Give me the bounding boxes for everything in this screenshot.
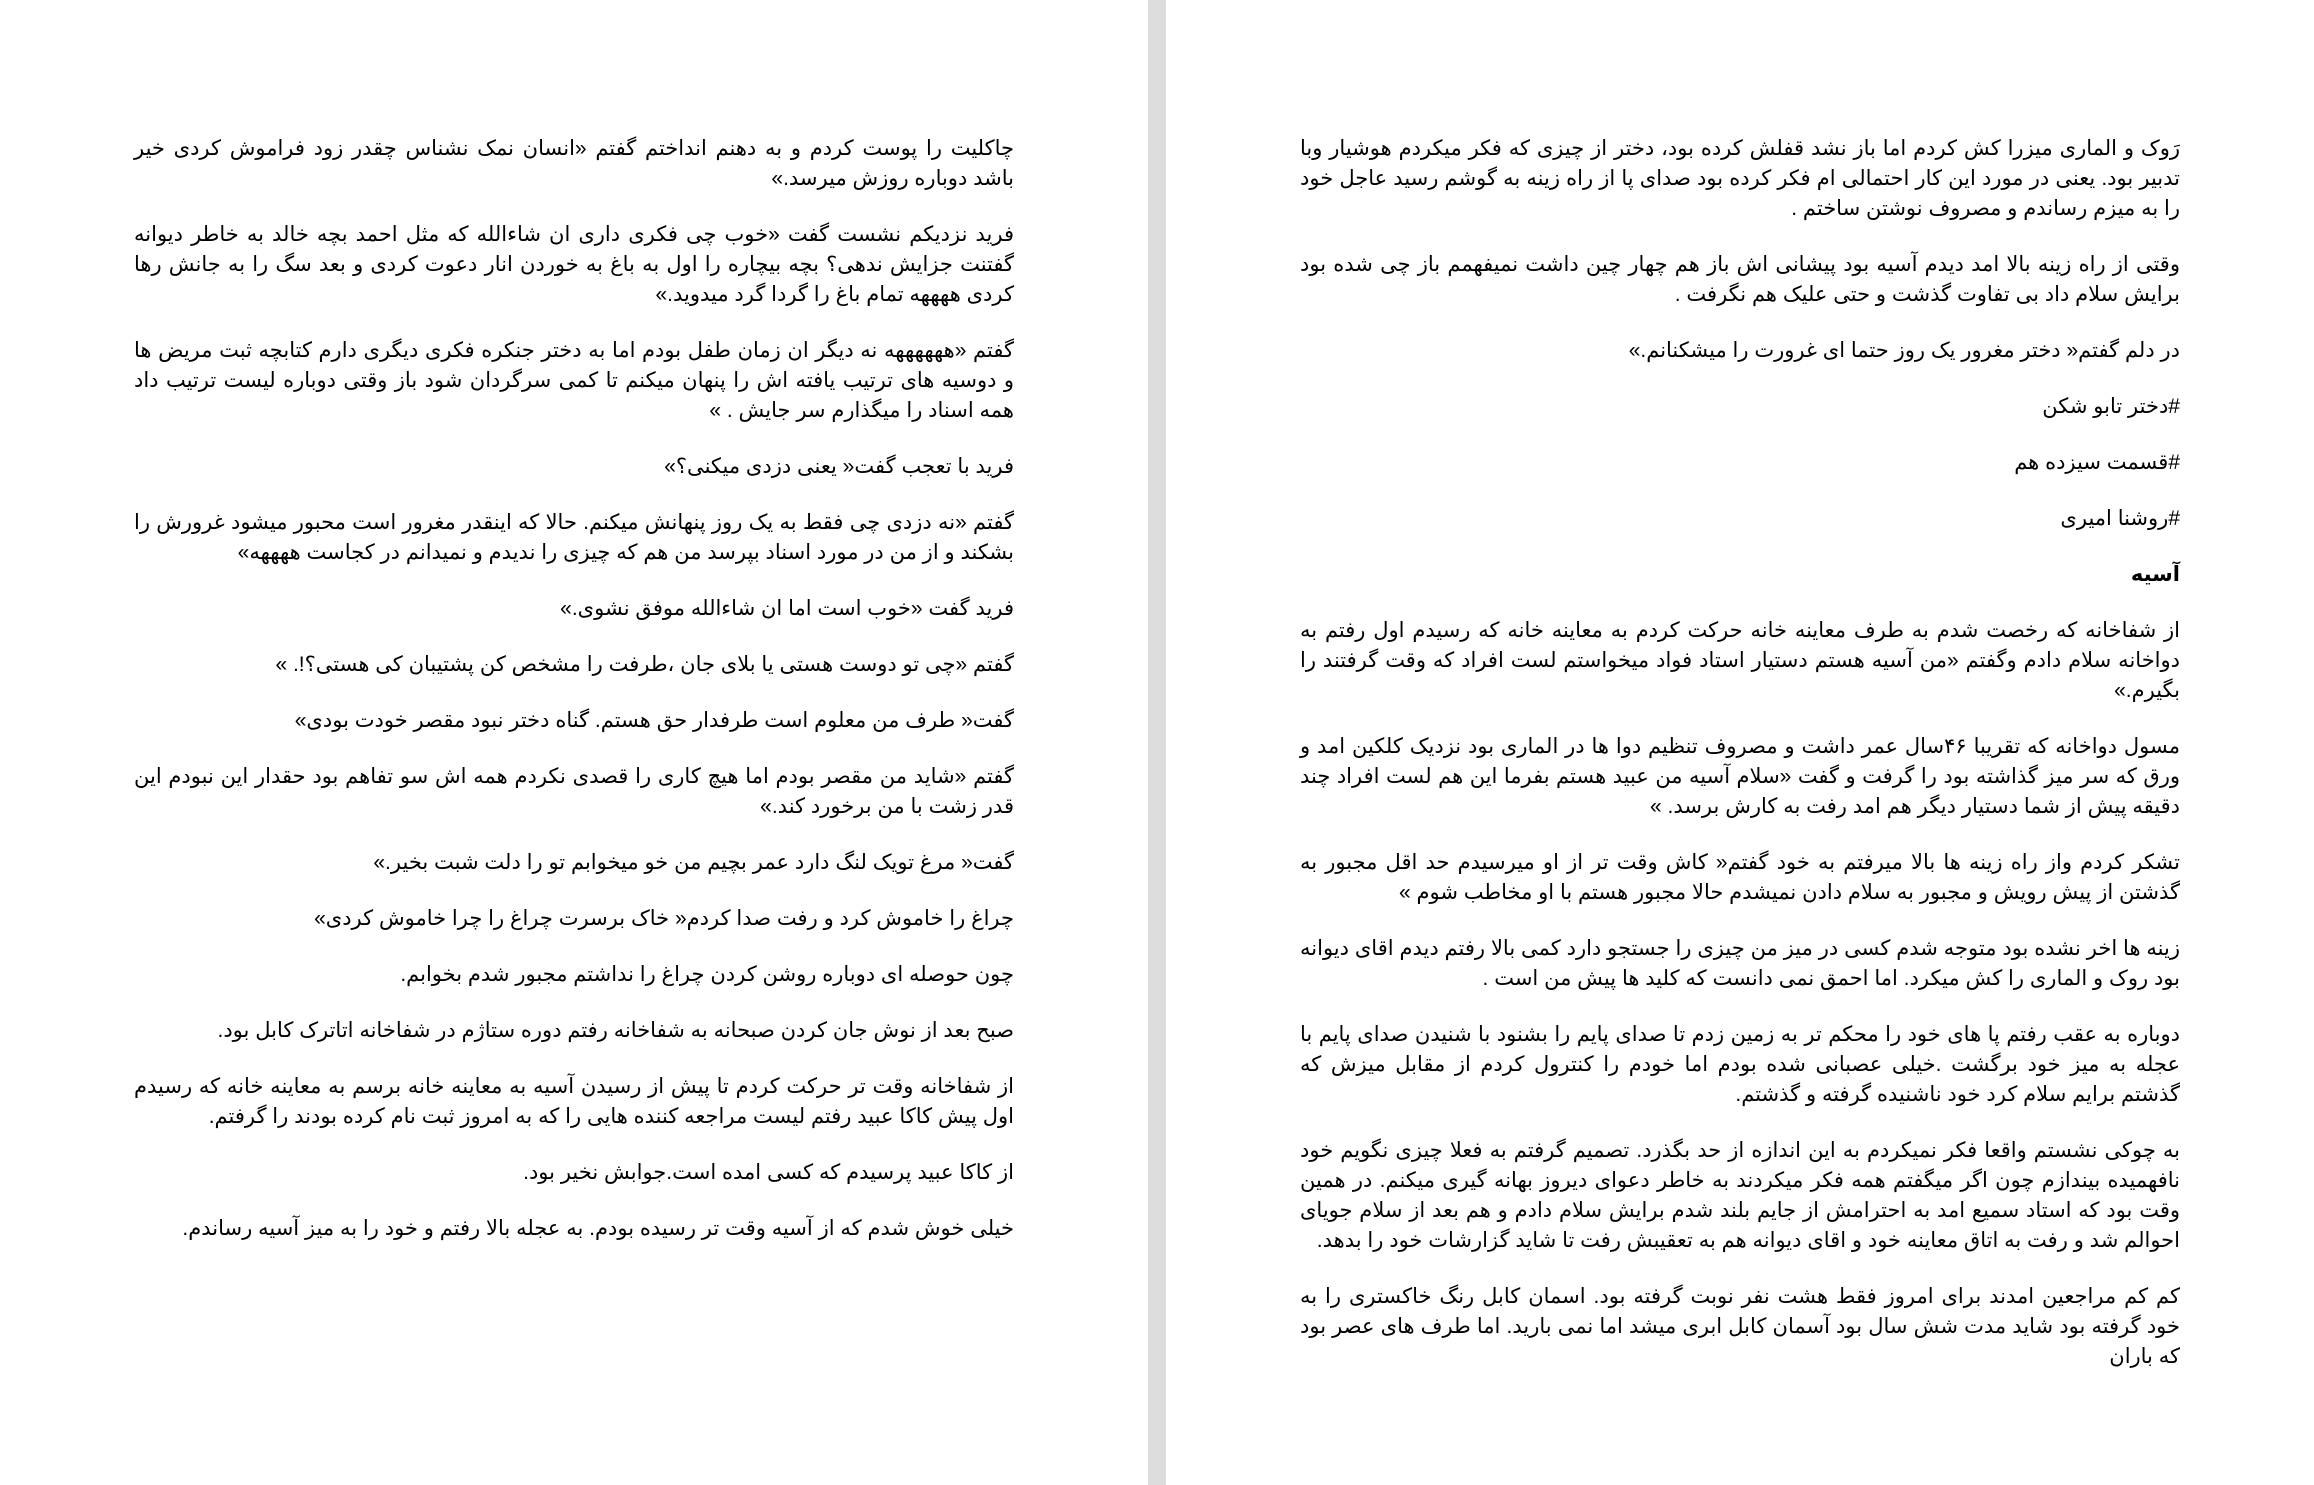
paragraph: تشکر کردم واز راه زینه ها بالا میرفتم به خود گفتم« کاش وقت تر از او میرسیدم حد اقل مجبور به گذشتن از پیش رویش و مجبور به سلام دادن نمیشدم حالا مجبور هستم با او مخاطب شوم » (1300, 851, 2180, 904)
paragraph: رَوک و الماری میزرا کش کردم اما باز نشد قفلش کرده بود، دختر از چیزی که فکر میکردم هوشیار وبا تدبیر بود. یعنی در مورد این کار احتمالی ام فکر کرده بود صدای پا از راه زینه به گوشم رسید عاجل خود را به میزم رساندم و مصروف نوشتن ساختم . (1300, 137, 2180, 220)
paragraph: گفتم «شاید من مقصر بودم اما هیچ کاری را قصدی نکردم همه اش سو تفاهم بود حقدار این نبودم این قدر زشت با من برخورد کند.» (134, 765, 1014, 818)
paragraph: گفتم «نه دزدی چی فقط به یک روز پنهانش میکنم. حالا که اینقدر مغرور است محبور میشود غرورش را بشکند و از من در مورد اسناد بپرسد من هم که چیزی را ندیدم و نمیدانم در کجاست ههههه» (134, 511, 1014, 564)
paragraph: خیلی خوش شدم که از آسیه وقت تر رسیده بودم. به عجله بالا رفتم و خود را به میز آسیه رساندم. (182, 1217, 1014, 1240)
page-gutter (1148, 0, 1166, 1485)
paragraph: در دلم گفتم« دختر مغرور یک روز حتما ای غرورت را میشکنانم.» (1628, 339, 2180, 362)
paragraph: #قسمت سیزده هم (2014, 451, 2180, 474)
paragraph: زینه ها اخر نشده بود متوجه شدم کسی در میز من چیزی را جستجو دارد کمی بالا رفتم دیدم اقای دیوانه بود روک و الماری را کش میکرد. اما احمق نمی دانست که کلید ها پیش من است . (1300, 937, 2180, 990)
document-page-left (0, 0, 1148, 1485)
paragraph: گفت« مرغ تویک لنگ دارد عمر بچیم من خو میخوابم تو را دلت شبت بخیر.» (373, 851, 1014, 874)
paragraph: گفت« طرف من معلوم است طرفدار حق هستم. گناه دختر نبود مقصر خودت بودی» (294, 709, 1014, 732)
paragraph: صبح بعد از نوش جان کردن صبحانه به شفاخانه رفتم دوره ستاژم در شفاخانه اتاترک کابل بود. (217, 1019, 1014, 1042)
paragraph: از شفاخانه که رخصت شدم به طرف معاینه خانه حرکت کردم به معاینه خانه که رسیدم اول رفتم به دواخانه سلام دادم وگفتم «من آسیه هستم دستیار استاد فواد میخواستم لست افراد که وقت گرفتند را بگیرم.» (1300, 619, 2180, 702)
paragraph: فرید گفت «خوب است اما ان شاءالله موفق نشوی.» (560, 597, 1014, 620)
paragraph: #روشنا امیری (2060, 507, 2180, 530)
paragraph: چراغ را خاموش کرد و رفت صدا کردم« خاک برسرت چراغ را چرا خاموش کردی» (314, 907, 1014, 930)
paragraph: مسول دواخانه که تقریبا ۴۶سال عمر داشت و مصروف تنظیم دوا ها در الماری بود نزدیک کلکین امد و ورق که سر میز گذاشته بود را گرفت و گفت «سلام آسیه من عبید هستم بفرما این هم لست افراد چند دقیقه پیش از شما دستیار دیگر هم امد رفت به کارش برسد. » (1300, 735, 2180, 818)
paragraph: از شفاخانه وقت تر حرکت کردم تا پیش از رسیدن آسیه به معاینه خانه برسم به معاینه خانه که رسیدم اول پیش کاکا عبید رفتم لیست مراجعه کننده هایی را که به امروز ثبت نام کرده بودند را گرفتم. (134, 1075, 1014, 1128)
paragraph: چاکلیت را پوست کردم و به دهنم انداختم گفتم «انسان نمک نشناس چقدر زود فراموش کردی خیر باشد دوباره روزش میرسد.» (134, 137, 1014, 190)
section-heading: آسیه (2130, 563, 2180, 586)
paragraph: گفتم «چی تو دوست هستی یا بلای جان ،طرفت را مشخص کن پشتیبان کی هستی؟!. » (275, 653, 1014, 676)
document-page-right (1166, 0, 2314, 1485)
paragraph: به چوکی نشستم واقعا فکر نمیکردم به این اندازه از حد بگذرد. تصمیم گرفتم به فعلا چیزی نگویم خود نافهمیده بیندازم چون اگر میگفتم همه فکر میکردند به خاطر دعوای دیروز بهانه گیری میکنم. در همین وقت بود که استاد سمیع امد به احترامش از جایم بلند شدم برایش سلام دادم و هم بعد از سلام جویای احوالم شد و رفت به اتاق معاینه خود و اقای دیوانه هم به تعقیبش رفت تا شاید گزارشات خود را بدهد. (1300, 1139, 2181, 1252)
paragraph: گفتم «ههههههه نه دیگر ان زمان طفل بودم اما به دختر جنکره فکری دیگری دارم کتابچه ثبت مریض ها و دوسیه های ترتیب یافته اش را پنهان میکنم تا کمی سرگردان شود باز وقتی دوباره لیست ترتیب داد همه اسناد را میگذارم سر جایش . » (134, 339, 1014, 422)
paragraph: فرید با تعجب گفت« یعنی دزدی میکنی؟» (664, 455, 1014, 478)
paragraph: از کاکا عبید پرسیدم که کسی امده است.جوابش نخیر بود. (523, 1161, 1014, 1184)
page-left-text-column (134, 134, 1014, 1270)
paragraph: کم کم مراجعین امدند برای امروز فقط هشت نفر نوبت گرفته بود. اسمان کابل رنگ خاکستری را به خود گرفته بود شاید مدت شش سال بود آسمان کابل ابری میشد اما نمی بارید. اما طرف های عصر بود که باران (1300, 1285, 2180, 1368)
paragraph: دوباره به عقب رفتم پا های خود را محکم تر به زمین زدم تا صدای پایم را بشنود با شنیدن صدای پایم با عجله به میز خود برگشت .خیلی عصبانی شده بودم اما خودم را کنترول کردم از مقابل میزش که گذشتم برایم سلام کرد خود ناشنیده گرفته و گذشتم. (1300, 1023, 2180, 1106)
paragraph: فرید نزدیکم نشست گفت «خوب چی فکری داری ان شاءالله که مثل احمد بچه خالد به خاطر دیوانه گفتنت جزایش ندهی؟ بچه بیچاره را اول به باغ به خوردن انار دعوت کردی و بعد سگ را به جانش رها کردی ههههه تمام باغ را گردا گرد میدوید.» (134, 223, 1014, 306)
paragraph: #دختر تابو شکن (2042, 395, 2180, 418)
page-right-text-column (1300, 134, 2180, 1398)
paragraph: وقتی از راه زینه بالا امد دیدم آسیه بود پیشانی اش باز هم چهار چین داشت نمیفهمم باز چی شده بود برایش سلام داد بی تفاوت گذشت و حتی علیک هم نگرفت . (1300, 253, 2180, 306)
paragraph: چون حوصله ای دوباره روشن کردن چراغ را نداشتم مجبور شدم بخوابم. (400, 963, 1014, 986)
